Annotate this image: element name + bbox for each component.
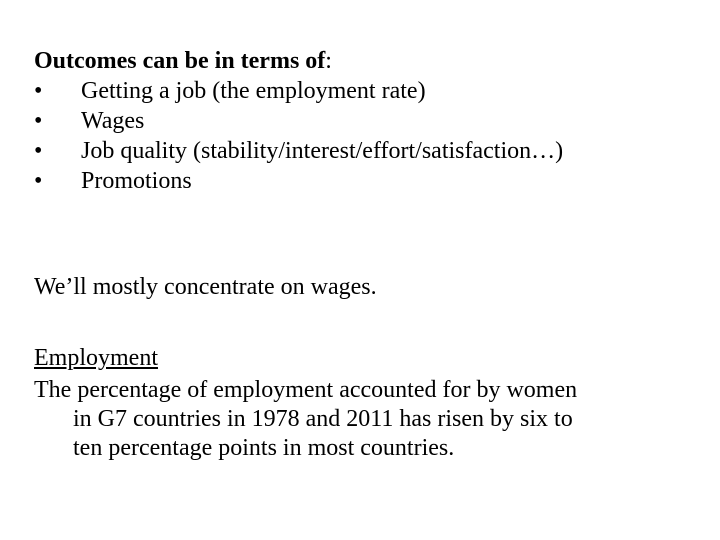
outcomes-heading-bold: Outcomes can be in terms of [34, 48, 326, 74]
bullet-marker: • [34, 78, 43, 104]
employment-title: Employment [34, 345, 158, 371]
focus-statement: We’ll mostly concentrate on wages. [34, 274, 377, 300]
list-item-text: Promotions [81, 168, 192, 194]
list-item [34, 166, 694, 196]
slide-content [34, 46, 694, 461]
list-item [34, 136, 694, 166]
paragraph-line: The percentage of employment accounted for by women [34, 377, 578, 403]
employment-paragraph [34, 375, 674, 462]
outcomes-heading [34, 46, 694, 76]
list-item-text: Wages [81, 108, 145, 134]
bullet-marker: • [34, 168, 43, 194]
bullet-marker: • [34, 138, 43, 164]
paragraph-line: in G7 countries in 1978 and 2011 has risen by six to [73, 406, 573, 432]
list-item-text: Job quality (stability/interest/effort/satisfaction…) [81, 138, 564, 164]
outcomes-heading-colon: : [325, 48, 332, 74]
bullet-marker: • [34, 108, 43, 134]
paragraph-line: ten percentage points in most countries. [73, 435, 455, 461]
list-item [34, 76, 694, 106]
list-item [34, 106, 694, 136]
outcomes-list [34, 76, 694, 196]
list-item-text: Getting a job (the employment rate) [81, 78, 426, 104]
